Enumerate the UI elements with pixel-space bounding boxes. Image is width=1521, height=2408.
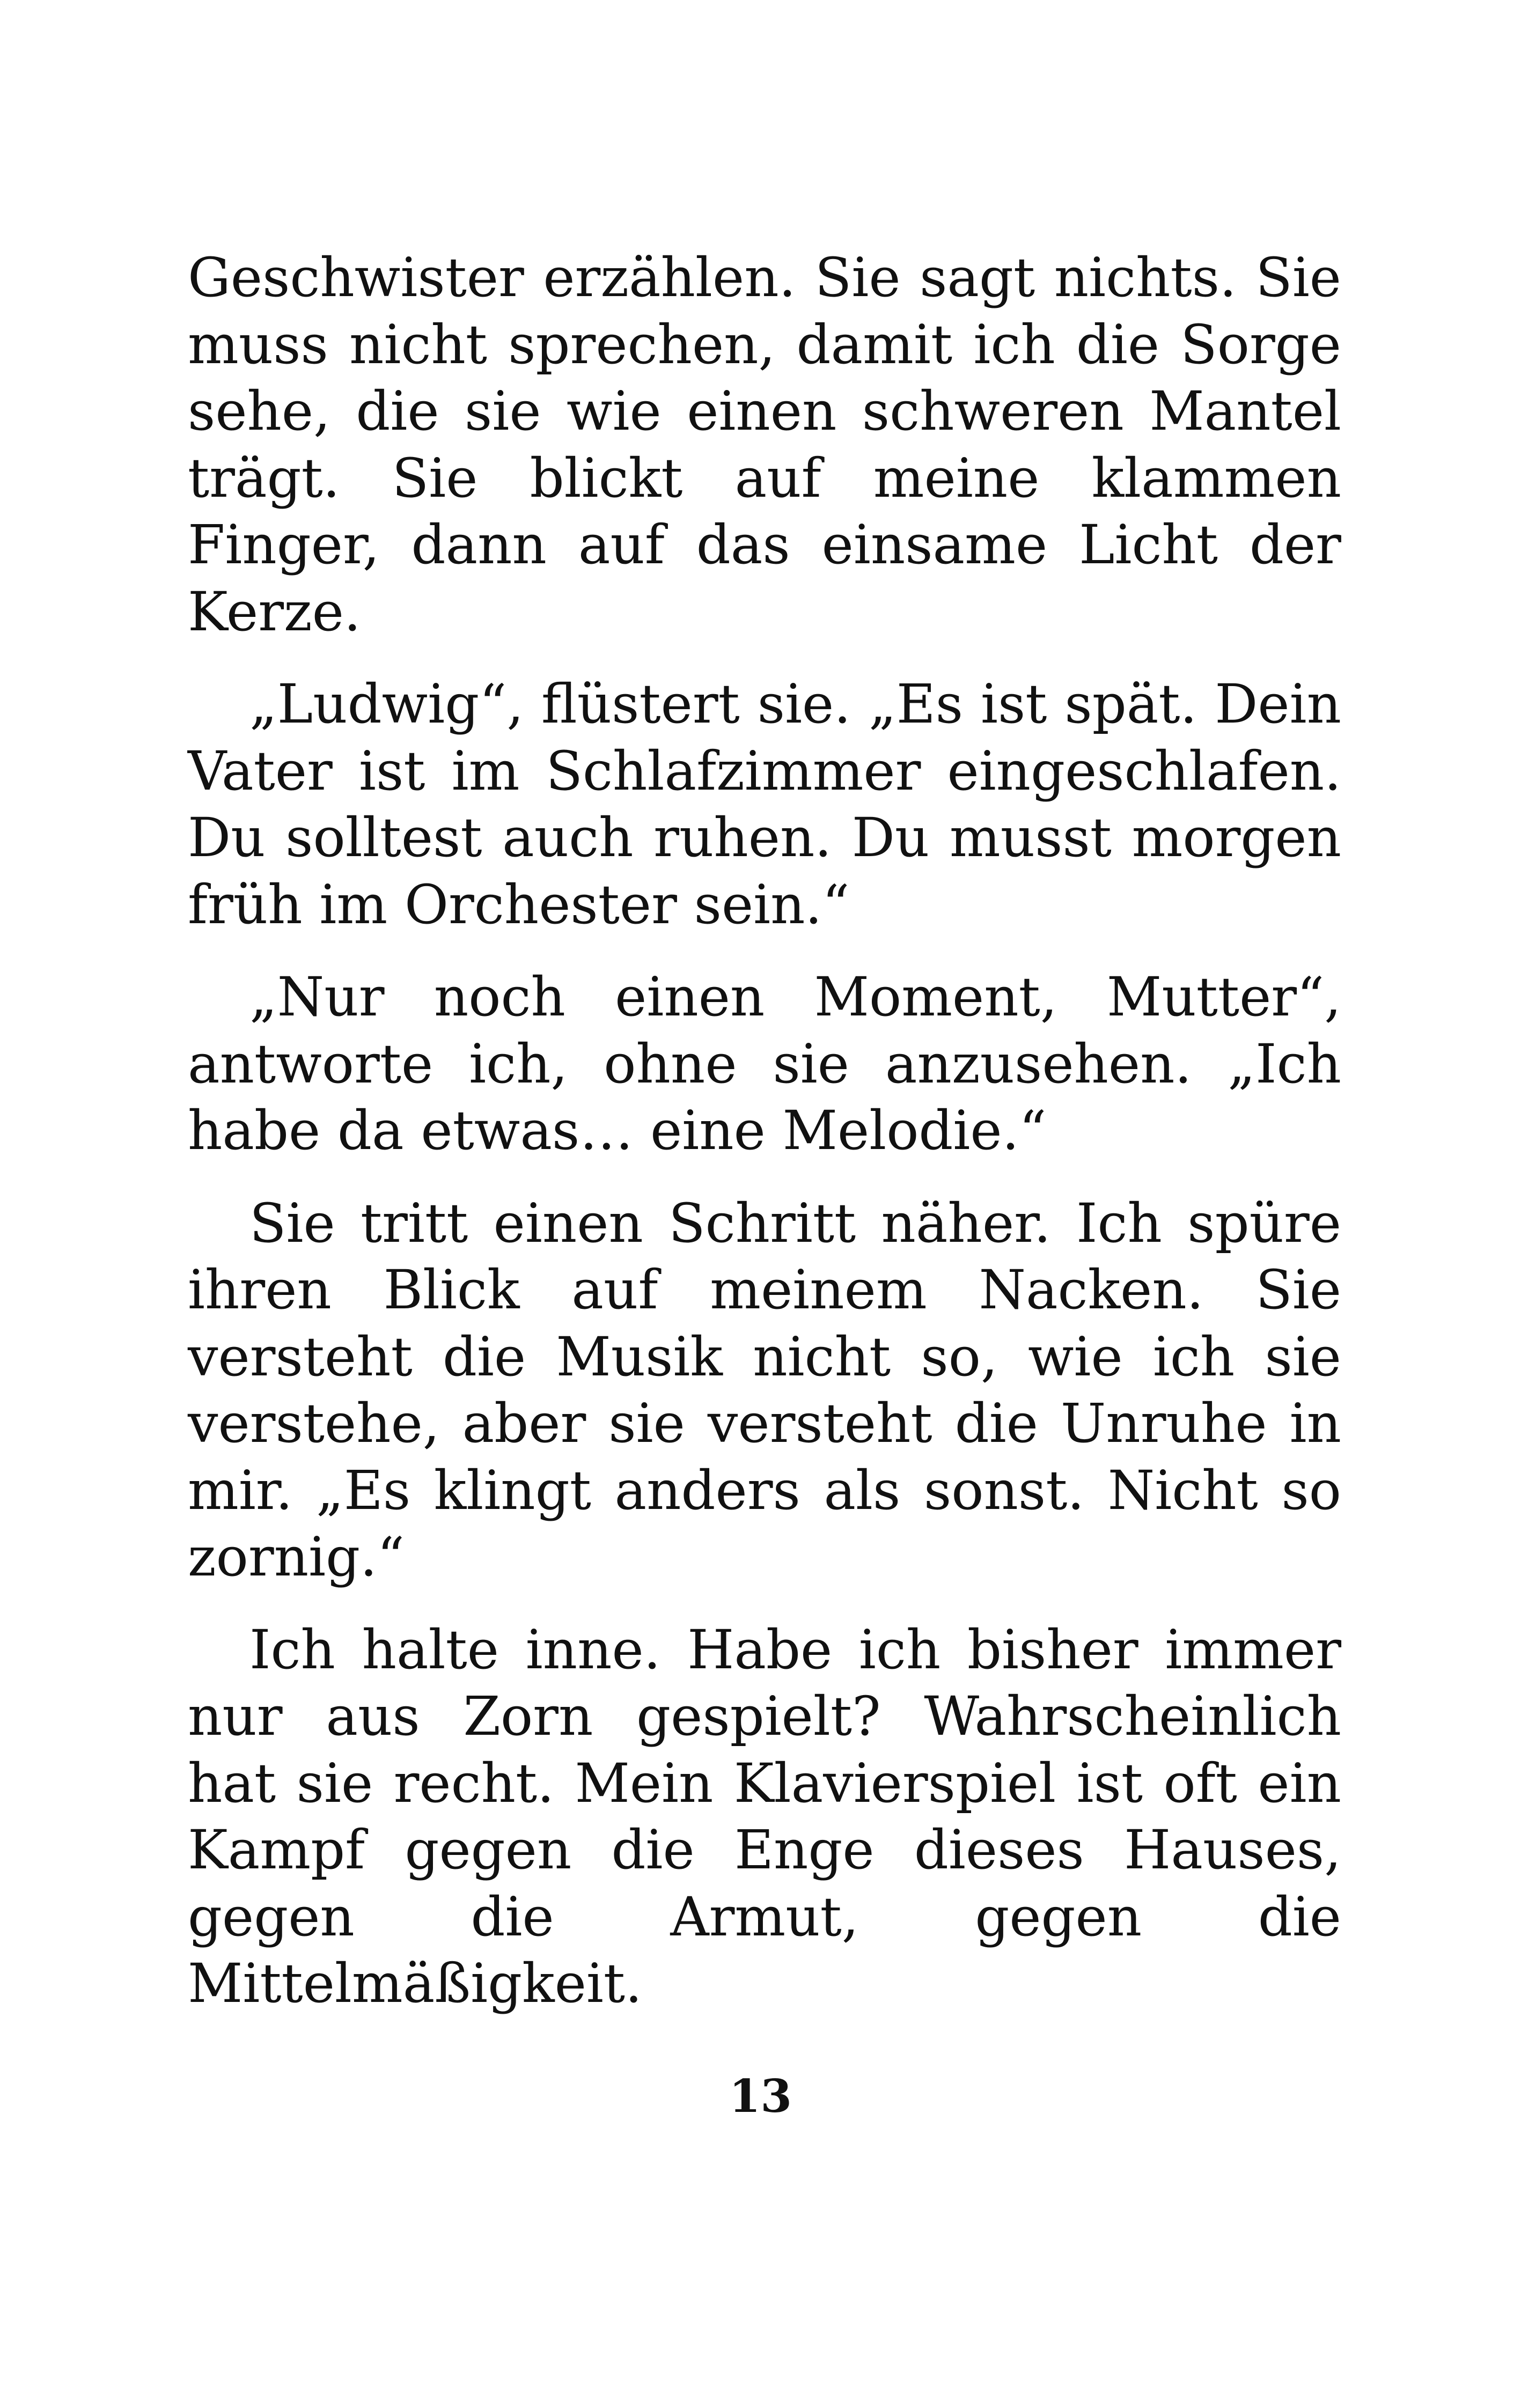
paragraph-4: Sie tritt einen Schritt näher. Ich spüre ihren Blick auf meinem Nacken. Sie versteht die Musik nicht so, wie ich sie verstehe, aber sie versteht die Unruhe in mir. „Es klingt anders als sonst. Nicht so zornig.“ bbox=[188, 1191, 1341, 1588]
paragraph-5: Ich halte inne. Habe ich bisher immer nur aus Zorn gespielt? Wahrscheinlich hat sie recht. Mein Klavierspiel ist oft ein Kampf gegen die Enge dieses Hauses, gegen die Armut, gegen die Mittelmäßigkeit. bbox=[188, 1618, 1341, 2015]
paragraph-1: Geschwister erzählen. Sie sagt nichts. Sie muss nicht sprechen, damit ich die Sorge sehe, die sie wie einen schweren Mantel trägt. Sie blickt auf meine klammen Finger, dann auf das einsame Licht der Kerze. bbox=[188, 246, 1341, 643]
paragraph-3: „Nur noch einen Moment, Mutter“, antworte ich, ohne sie anzusehen. „Ich habe da etwas… eine Melodie.“ bbox=[188, 966, 1341, 1162]
body-text bbox=[188, 245, 1341, 2017]
paragraph-2: „Ludwig“, flüstert sie. „Es ist spät. Dein Vater ist im Schlafzimmer eingeschlafen. Du solltest auch ruhen. Du musst morgen früh im Orchester sein.“ bbox=[188, 673, 1341, 936]
page-number: 13 bbox=[729, 2070, 792, 2123]
